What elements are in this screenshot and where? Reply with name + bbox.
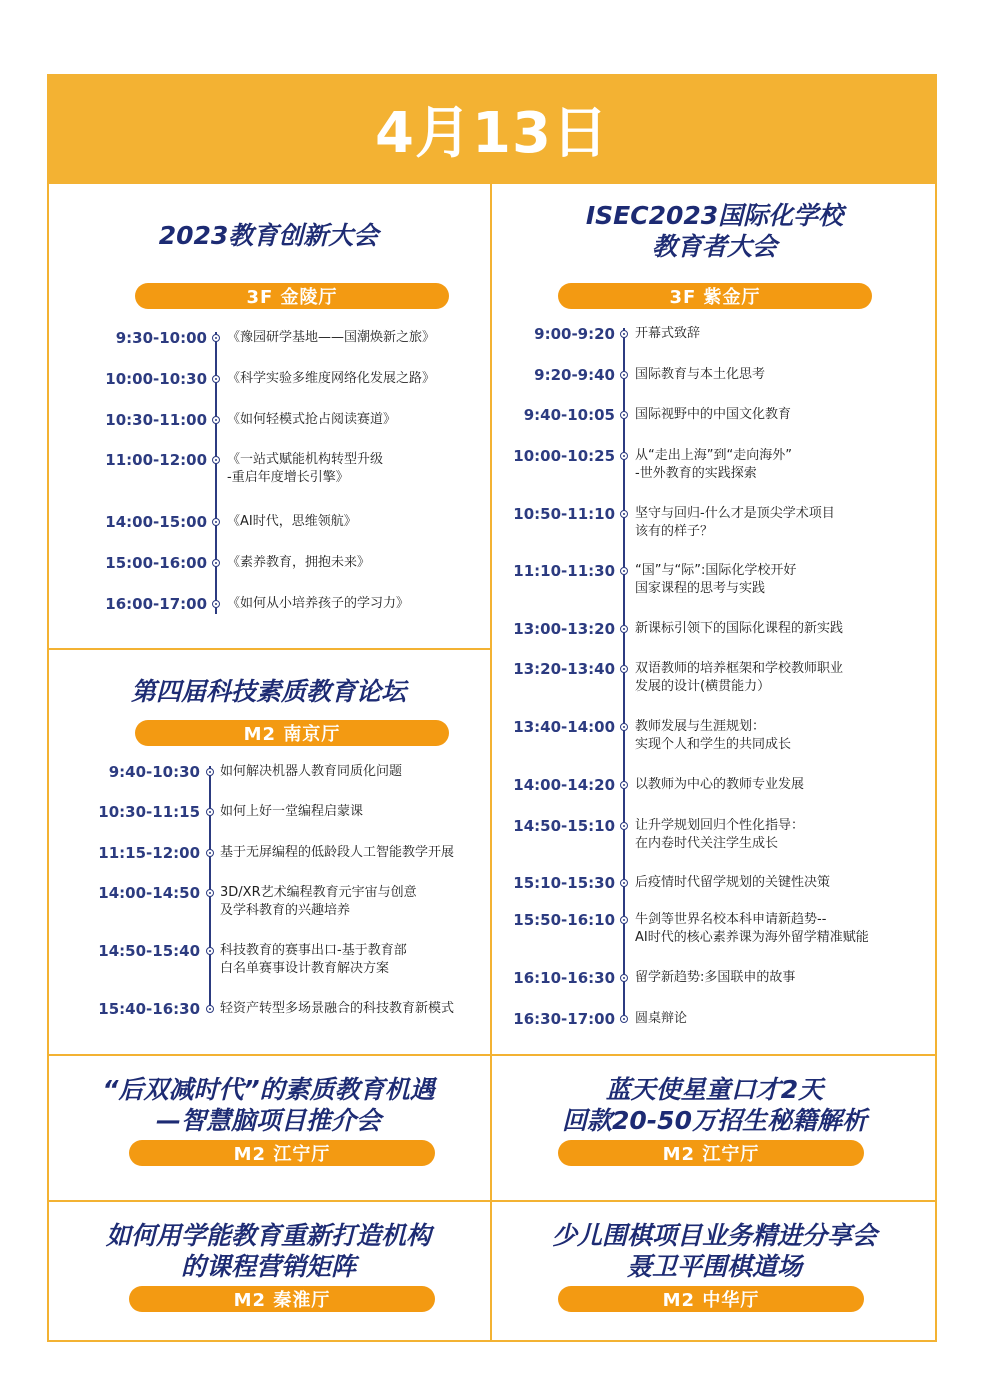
session-topic-line: 发展的设计(横贯能力）: [635, 679, 771, 694]
session-topic-line: 让升学规划回归个性化指导：: [635, 818, 805, 833]
timeline-dot: [212, 334, 220, 342]
timeline-dot: [620, 822, 628, 830]
section-title-line-1: “后双减时代”的素质教育机遇: [102, 1075, 435, 1104]
session-topic-line: 坚守与回归-什么才是顶尖学术项目: [635, 506, 835, 521]
timeline-dot: [212, 600, 220, 608]
session-topic-line: 如何解决机器人教育同质化问题: [220, 764, 403, 779]
session-topic-line: 从“走出上海”到“走向海外”: [635, 448, 792, 463]
timeline-dot: [206, 1005, 214, 1013]
session-time: 14:00-14:20: [513, 776, 615, 794]
session-topic-line: 圆桌辩论: [635, 1011, 688, 1026]
session-time: 11:10-11:30: [513, 562, 615, 580]
timeline-dot: [620, 452, 628, 460]
session-topic: [635, 366, 765, 384]
session-topic: [220, 1000, 454, 1018]
venue-pill: M2 秦淮厅: [129, 1286, 435, 1312]
section-title-line-2: —智慧脑项目推介会: [155, 1106, 381, 1135]
session-topic-line: 牛剑等世界名校本科申请新趋势--: [635, 912, 827, 927]
section-title: [47, 1220, 490, 1282]
session-topic-line: 后疫情时代留学规划的关键性决策: [635, 875, 831, 890]
session-topic-line: AI时代的核心素养课为海外留学精准赋能: [635, 930, 869, 945]
timeline-dot: [212, 559, 220, 567]
timeline-item: [492, 816, 937, 856]
session-topic-line: 《如何轻模式抢占阅读赛道》: [227, 412, 397, 427]
session-topic: [635, 660, 843, 696]
timeline-item: [47, 941, 490, 981]
session-time: 14:50-15:40: [98, 942, 200, 960]
session-topic: [635, 718, 791, 754]
session-topic-line: 《一站式赋能机构转型升级: [227, 452, 384, 467]
timeline-item: [47, 369, 490, 409]
section-angel-eloquence: [492, 1056, 937, 1200]
timeline-item: [47, 512, 490, 552]
session-topic: [227, 451, 383, 487]
timeline-dot: [206, 768, 214, 776]
session-topic-line: 白名单赛事设计教育解决方案: [220, 961, 390, 976]
session-topic-line: 3D/XR艺术编程教育元宇宙与创意: [220, 885, 417, 900]
timeline-item: [47, 843, 490, 883]
timeline-item: [47, 553, 490, 593]
session-time: 10:00-10:25: [513, 447, 615, 465]
timeline-item: [47, 410, 490, 450]
session-topic: [635, 817, 804, 853]
date-header: [47, 74, 937, 184]
venue-pill: M2 南京厅: [135, 720, 449, 746]
section-title: 2023教育创新大会: [158, 221, 379, 250]
section-title-line-1: 蓝天使星童口才2天: [605, 1075, 824, 1104]
timeline-item: [492, 873, 937, 913]
timeline-item: [492, 504, 937, 544]
timeline-item: [492, 717, 937, 757]
session-time: 15:40-16:30: [98, 1000, 200, 1018]
session-topic-line: 双语教师的培养框架和学校教师职业: [635, 661, 844, 676]
session-time: 11:00-12:00: [105, 451, 207, 469]
session-topic: [635, 406, 791, 424]
session-topic-line: 《如何从小培养孩子的学习力》: [227, 596, 410, 611]
section-title: [492, 1074, 937, 1136]
timeline-item: [492, 446, 937, 486]
session-topic: [635, 620, 843, 638]
session-topic-line: -重启年度增长引擎》: [227, 470, 349, 485]
session-topic: [635, 562, 796, 598]
session-time: 9:40-10:05: [523, 406, 615, 424]
session-time: 9:00-9:20: [534, 325, 615, 343]
section-title: [492, 200, 937, 262]
timeline-dot: [206, 947, 214, 955]
venue-pill: M2 中华厅: [558, 1286, 864, 1312]
session-topic-line: 及学科教育的兴趣培养: [220, 903, 351, 918]
timeline-item: [492, 619, 937, 659]
section-title-line-1: 如何用学能教育重新打造机构: [105, 1221, 431, 1250]
session-topic: [635, 969, 795, 987]
session-time: 10:30-11:15: [98, 803, 200, 821]
session-topic: [227, 595, 409, 613]
timeline-dot: [212, 518, 220, 526]
timeline-dot: [620, 879, 628, 887]
timeline-dot: [212, 456, 220, 464]
timeline-dot: [620, 781, 628, 789]
session-topic-line: 《豫园研学基地——国潮焕新之旅》: [227, 330, 436, 345]
session-topic-line: “国”与“际”:国际化学校开好: [635, 563, 797, 578]
session-topic-line: 科技教育的赛事出口-基于教育部: [220, 943, 407, 958]
timeline-item: [492, 405, 937, 445]
timeline-dot: [620, 411, 628, 419]
section-title-line-2: 回款20-50万招生秘籍解析: [562, 1106, 867, 1135]
session-topic-line: 国际教育与本土化思考: [635, 367, 766, 382]
session-topic-line: 在内卷时代关注学生成长: [635, 836, 779, 851]
session-topic: [220, 763, 402, 781]
section-course-marketing: [47, 1202, 490, 1342]
session-topic-line: 《AI时代，思维领航》: [227, 514, 357, 529]
session-topic: [220, 942, 407, 978]
section-innovation-conference: [47, 184, 490, 648]
session-topic-line: 基于无屏编程的低龄段人工智能教学开展: [220, 845, 455, 860]
timeline-dot: [620, 974, 628, 982]
session-topic: [635, 776, 804, 794]
session-topic: [635, 911, 869, 947]
session-topic-line: 该有的样子？: [635, 524, 714, 539]
session-time: 16:00-17:00: [105, 595, 207, 613]
section-title-line-2: 聂卫平围棋道场: [626, 1252, 802, 1281]
session-topic: [220, 803, 363, 821]
timeline-dot: [206, 849, 214, 857]
timeline-dot: [212, 375, 220, 383]
timeline-dot: [212, 416, 220, 424]
session-time: 16:30-17:00: [513, 1010, 615, 1028]
timeline-item: [492, 365, 937, 405]
session-topic-line: 留学新趋势:多国联申的故事: [635, 970, 796, 985]
timeline-item: [492, 659, 937, 699]
schedule-frame: [47, 74, 937, 1342]
section-title-line-2: 的课程营销矩阵: [180, 1252, 356, 1281]
session-topic-line: -世外教育的实践探索: [635, 466, 757, 481]
session-topic: [227, 329, 435, 347]
session-time: 11:15-12:00: [98, 844, 200, 862]
session-topic-line: 如何上好一堂编程启蒙课: [220, 804, 364, 819]
timeline-item: [47, 883, 490, 923]
section-title-line-1: ISEC2023国际化学校: [585, 201, 844, 230]
session-time: 14:00-15:00: [105, 513, 207, 531]
timeline-item: [492, 968, 937, 1008]
section-smart-brain: [47, 1056, 490, 1200]
section-tech-forum: [47, 650, 490, 1054]
timeline-dot: [620, 567, 628, 575]
timeline-dot: [620, 330, 628, 338]
session-topic-line: 国家课程的思考与实践: [635, 581, 766, 596]
date-title: 4月13日: [375, 101, 609, 166]
section-title-line-2: 教育者大会: [651, 232, 777, 261]
session-topic-line: 国际视野中的中国文化教育: [635, 407, 792, 422]
section-go-chess: [492, 1202, 937, 1342]
session-topic-line: 轻资产转型多场景融合的科技教育新模式: [220, 1001, 455, 1016]
timeline-item: [47, 328, 490, 368]
timeline-dot: [206, 889, 214, 897]
session-topic: [635, 325, 700, 343]
session-topic-line: 开幕式致辞: [635, 326, 701, 341]
session-time: 13:20-13:40: [513, 660, 615, 678]
timeline-item: [492, 910, 937, 950]
timeline-item: [47, 999, 490, 1039]
timeline-dot: [620, 723, 628, 731]
session-time: 9:20-9:40: [534, 366, 615, 384]
session-topic: [220, 844, 454, 862]
session-time: 15:00-16:00: [105, 554, 207, 572]
session-topic-line: 教师发展与生涯规划：: [635, 719, 766, 734]
session-time: 15:50-16:10: [513, 911, 615, 929]
timeline-dot: [620, 916, 628, 924]
session-topic: [227, 513, 357, 531]
timeline-dot: [620, 1015, 628, 1023]
timeline-dot: [620, 625, 628, 633]
session-topic-line: 《素养教育，拥抱未来》: [227, 555, 371, 570]
venue-pill: 3F 金陵厅: [135, 283, 449, 309]
timeline-item: [47, 450, 490, 490]
session-time: 10:30-11:00: [105, 411, 207, 429]
session-topic-line: 《科学实验多维度网络化发展之路》: [227, 371, 436, 386]
session-topic: [227, 554, 370, 572]
session-topic: [635, 874, 830, 892]
session-topic-line: 实现个人和学生的共同成长: [635, 737, 792, 752]
session-time: 10:00-10:30: [105, 370, 207, 388]
venue-pill: M2 江宁厅: [129, 1140, 435, 1166]
session-time: 14:50-15:10: [513, 817, 615, 835]
session-time: 9:30-10:00: [115, 329, 207, 347]
timeline-item: [492, 324, 937, 364]
timeline-dot: [620, 371, 628, 379]
venue-pill: M2 江宁厅: [558, 1140, 864, 1166]
timeline-item: [47, 594, 490, 634]
timeline-item: [492, 775, 937, 815]
session-time: 15:10-15:30: [513, 874, 615, 892]
timeline-item: [492, 561, 937, 601]
timeline-dot: [206, 808, 214, 816]
session-topic-line: 以教师为中心的教师专业发展: [635, 777, 805, 792]
session-topic: [227, 370, 435, 388]
session-topic: [220, 884, 417, 920]
session-topic: [635, 505, 835, 541]
session-topic: [635, 1010, 687, 1028]
session-time: 14:00-14:50: [98, 884, 200, 902]
timeline-dot: [620, 510, 628, 518]
session-topic: [635, 447, 792, 483]
timeline-item: [47, 802, 490, 842]
session-time: 13:40-14:00: [513, 718, 615, 736]
session-time: 16:10-16:30: [513, 969, 615, 987]
section-title-line-1: 少儿围棋项目业务精进分享会: [551, 1221, 877, 1250]
timeline-dot: [620, 665, 628, 673]
section-title: 第四届科技素质教育论坛: [130, 677, 406, 706]
section-title: [47, 1074, 490, 1136]
session-time: 9:40-10:30: [108, 763, 200, 781]
venue-pill: 3F 紫金厅: [558, 283, 872, 309]
session-topic: [227, 411, 396, 429]
section-isec-conference: [492, 184, 937, 1054]
section-title: [492, 1220, 937, 1282]
session-time: 10:50-11:10: [513, 505, 615, 523]
session-topic-line: 新课标引领下的国际化课程的新实践: [635, 621, 844, 636]
session-time: 13:00-13:20: [513, 620, 615, 638]
timeline-item: [492, 1009, 937, 1049]
timeline-item: [47, 762, 490, 802]
